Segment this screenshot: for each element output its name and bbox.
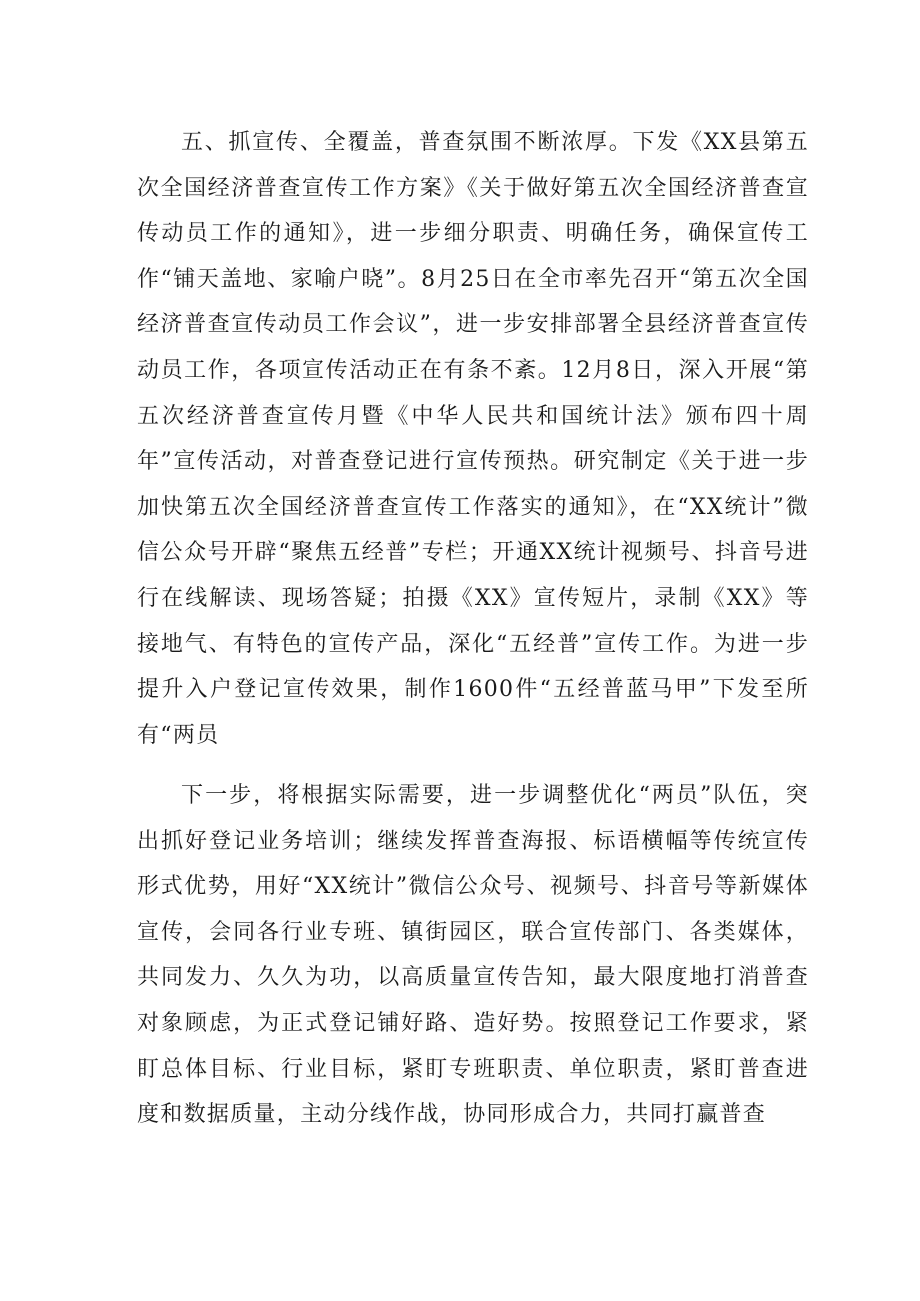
paragraph-publicity-work: 五、抓宣传、全覆盖，普查氛围不断浓厚。下发《XX县第五次全国经济普查宣传工作方案》《关于做好第五次全国经济普查宣传动员工作的通知》，进一步细分职责、明确任务，确保宣传工作“铺天盖地、家喻户晓”。8月25日在全市率先召开“第五次全国经济普查宣传动员工作会议”，进一步安排部署全县经济普查宣传动员工作，各项宣传活动正在有条不紊。12月8日，深入开展“第五次经济普查宣传月暨《中华人民共和国统计法》颁布四十周年”宣传活动，对普查登记进行宣传预热。研究制定《关于进一步加快第五次全国经济普查宣传工作落实的通知》，在“XX统计”微信公众号开辟“聚焦五经普”专栏；开通XX统计视频号、抖音号进行在线解读、现场答疑；拍摄《XX》宣传短片，录制《XX》等接地气、有特色的宣传产品，深化“五经普”宣传工作。为进一步提升入户登记宣传效果，制作1600件“五经普蓝马甲”下发至所有“两员 — [137, 130, 809, 748]
paragraph-next-steps: 下一步，将根据实际需要，进一步调整优化“两员”队伍，突出抓好登记业务培训；继续发挥普查海报、标语横幅等传统宣传形式优势，用好“XX统计”微信公众号、视频号、抖音号等新媒体宣传，会同各行业专班、镇街园区，联合宣传部门、各类媒体，共同发力、久久为功，以高质量宣传告知，最大限度地打消普查对象顾虑，为正式登记铺好路、造好势。按照登记工作要求，紧盯总体目标、行业目标，紧盯专班职责、单位职责，紧盯普查进度和数据质量，主动分线作战，协同形成合力，共同打赢普查 — [137, 783, 809, 1128]
